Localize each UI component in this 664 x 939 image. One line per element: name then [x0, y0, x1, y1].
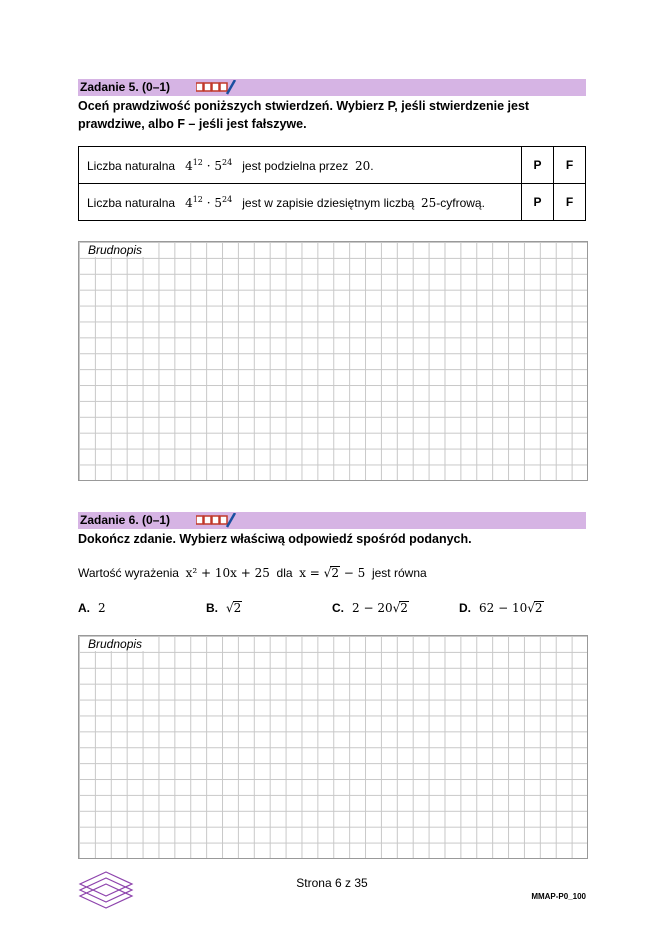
table-row: [79, 147, 586, 184]
option-f-1[interactable]: F: [554, 147, 586, 184]
page-number: Strona 6 z 35: [296, 876, 368, 890]
score-pen-icon: [196, 80, 236, 98]
document-code: MMAP-P0_100: [531, 892, 586, 901]
option-p-2[interactable]: P: [522, 184, 554, 221]
scratch-grid-task5: [78, 241, 588, 481]
true-false-table: [78, 146, 586, 221]
scratch-grid-task6: [78, 635, 588, 859]
answer-b[interactable]: B. √2: [206, 601, 242, 615]
option-f-2[interactable]: F: [554, 184, 586, 221]
statement-1: Liczba naturalna $4^{12} \cdot 5^{24}$ jest podzielna przez 20.: [79, 147, 522, 184]
answer-d[interactable]: D. 62 − 10√2: [459, 601, 543, 615]
score-pen-icon: [196, 513, 236, 531]
task6-title: Zadanie 6. (0–1): [80, 513, 171, 527]
table-row: [79, 184, 586, 221]
task6-question: Wartość wyrażenia x² + 10x + 25 dla x = √2 − 5 jest równa: [78, 566, 427, 580]
scratch-label: Brudnopis: [85, 243, 145, 257]
answer-a[interactable]: A. 2: [78, 601, 106, 615]
scratch-label: Brudnopis: [85, 637, 145, 651]
task6-instruction: Dokończ zdanie. Wybierz właściwą odpowiedź spośród podanych.: [78, 532, 472, 546]
statement-2: Liczba naturalna $4^{12} \cdot 5^{24}$ jest w zapisie dziesiętnym liczbą 25-cyfrową.: [79, 184, 522, 221]
task6-header: [78, 512, 586, 529]
task5-instruction: Oceń prawdziwość poniższych stwierdzeń. Wybierz P, jeśli stwierdzenie jest prawdziwe, albo F – jeśli jest fałszywe.: [78, 99, 530, 131]
task5-header: [78, 79, 586, 96]
option-p-1[interactable]: P: [522, 147, 554, 184]
answer-c[interactable]: C. 2 − 20√2: [332, 601, 408, 615]
task5-title: Zadanie 5. (0–1): [80, 80, 171, 94]
